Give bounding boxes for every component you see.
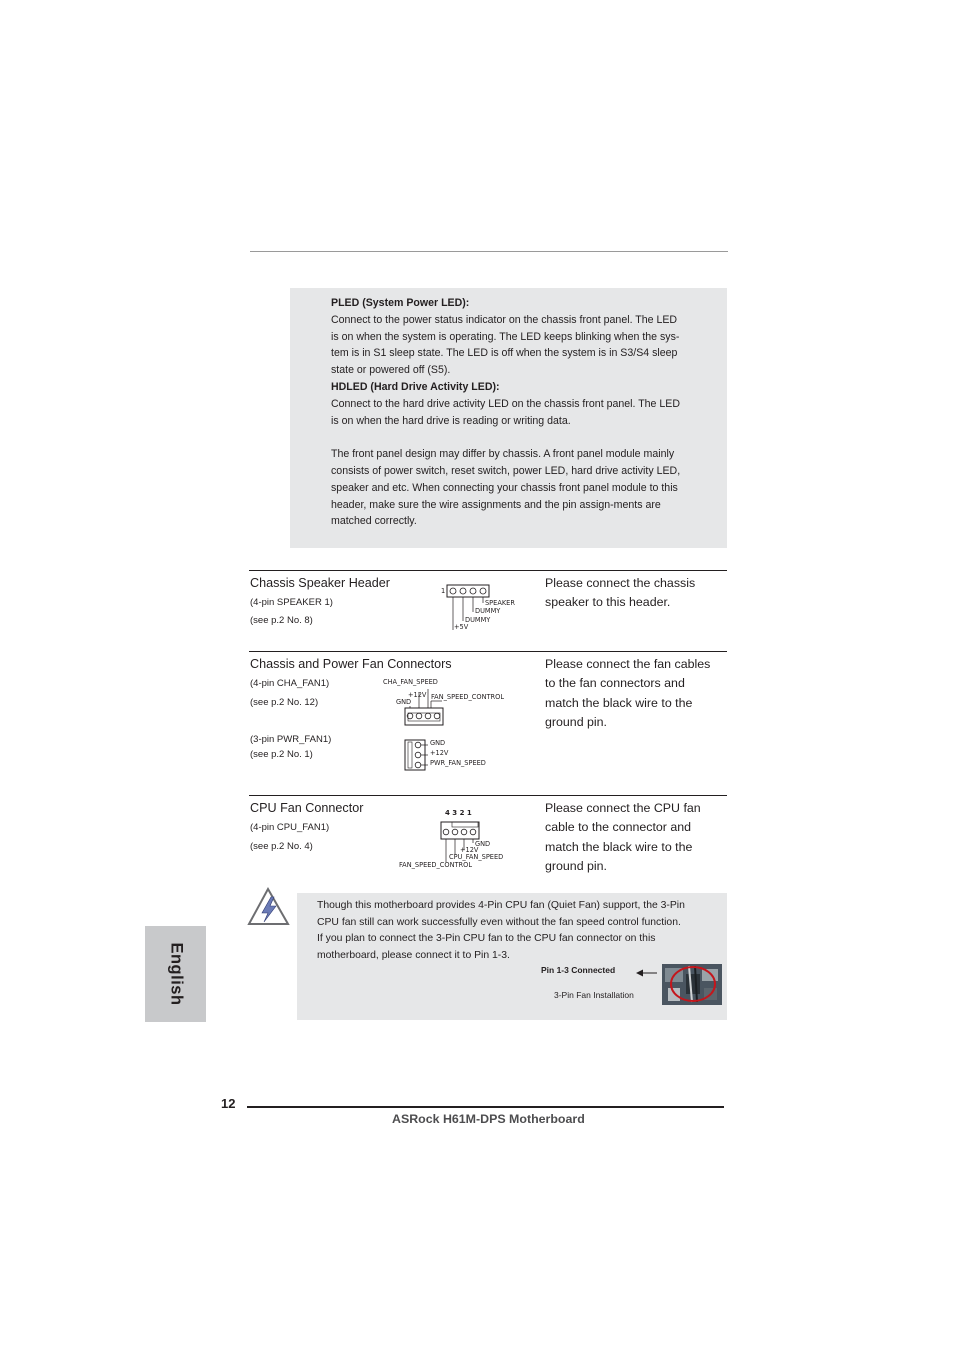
- speaker-description: [545, 574, 725, 613]
- cpu-pin-numbers: 4 3 2 1: [445, 809, 472, 817]
- front-panel-line: matched correctly.: [331, 515, 417, 528]
- speaker-pins: (4-pin SPEAKER 1): [250, 597, 333, 608]
- fan-title: Chassis and Power Fan Connectors: [250, 657, 452, 671]
- pled-line: state or powered off (S5).: [331, 364, 451, 377]
- cpu-fan-control-label: FAN_SPEED_CONTROL: [399, 861, 472, 869]
- pled-heading: PLED (System Power LED):: [331, 297, 470, 309]
- cpu-desc-line: match the black wire to the: [545, 839, 693, 854]
- pwr-fan-pins: (3-pin PWR_FAN1): [250, 734, 332, 745]
- fan-section-divider: [249, 651, 727, 652]
- left-arrow-icon: [636, 965, 658, 975]
- cpu-desc-line: ground pin.: [545, 858, 608, 873]
- top-divider: [250, 251, 728, 252]
- cha-fan-pins: (4-pin CHA_FAN1): [250, 678, 330, 689]
- hdled-line: is on when the hard drive is reading or writing data.: [331, 414, 571, 427]
- warning-icon: [247, 886, 291, 928]
- cpu-title: CPU Fan Connector: [250, 801, 364, 815]
- plus5v-pin-label: +5V: [454, 623, 469, 631]
- fan-desc-line: Please connect the fan cables: [545, 657, 711, 671]
- cpu-fan-ref: (see p.2 No. 4): [250, 841, 313, 852]
- cpu-gnd-label: GND: [475, 840, 491, 848]
- front-panel-line: The front panel design may differ by chassis. A front panel module mainly: [331, 448, 675, 461]
- note-line: Though this motherboard provides 4-Pin CPU fan (Quiet Fan) support, the 3-Pin: [317, 900, 685, 911]
- pled-line: tem is in S1 sleep state. The LED is off when the system is in S3/S4 sleep: [331, 347, 678, 360]
- front-panel-info-box: [290, 288, 727, 548]
- fan-installation-label: 3-Pin Fan Installation: [554, 990, 634, 1000]
- speaker-pin-label: SPEAKER: [485, 599, 515, 607]
- fan-desc-line: ground pin.: [545, 714, 608, 729]
- hdled-line: Connect to the hard drive activity LED on the chassis front panel. The LED: [331, 397, 680, 410]
- hdled-heading: HDLED (Hard Drive Activity LED):: [331, 380, 500, 393]
- note-line: CPU fan still can work successfully even without the fan speed control function.: [317, 916, 681, 928]
- cpu-desc-line: cable to the connector and: [545, 820, 692, 835]
- cpu-section-divider: [249, 795, 727, 796]
- cha-gnd-label: GND: [396, 698, 412, 706]
- warning-triangle-icon: [247, 886, 291, 928]
- fan-desc-line: to the fan connectors and: [545, 676, 685, 691]
- front-panel-line: consists of power switch, reset switch, power LED, hard drive activity LED,: [331, 464, 681, 477]
- pwr-fan-ref: (see p.2 No. 1): [250, 749, 313, 760]
- front-panel-line: speaker and etc. When connecting your chassis front panel module to this: [331, 481, 678, 494]
- cpu-12v-label: +12V: [460, 846, 479, 854]
- arrow-drawing: [636, 968, 658, 978]
- page-number: 12: [221, 1096, 236, 1111]
- cha-fan-diagram: [380, 677, 520, 729]
- cha-12v-label: +12V: [408, 691, 427, 699]
- pled-line: is on when the system is operating. The LED keeps blinking when the sys-: [331, 330, 680, 343]
- cpu-fan-note-text: [317, 898, 721, 964]
- fan-desc-line: match the black wire to the: [545, 695, 693, 710]
- cpu-fan-speed-label: CPU_FAN_SPEED: [449, 853, 504, 861]
- pin-connected-label: Pin 1-3 Connected: [541, 965, 616, 975]
- cpu-desc-line: Please connect the CPU fan: [545, 801, 701, 815]
- cha-fan-speed-label: CHA_FAN_SPEED: [383, 678, 438, 686]
- pin1-label: 1: [441, 587, 446, 595]
- speaker-desc-line: speaker to this header.: [545, 595, 671, 610]
- speaker-ref: (see p.2 No. 8): [250, 615, 313, 626]
- cha-fan-control-label: FAN_SPEED_CONTROL: [431, 693, 504, 701]
- pwr-fan-diagram: [402, 738, 512, 772]
- cpu-description: [545, 799, 725, 876]
- cha-fan-ref: (see p.2 No. 12): [250, 697, 319, 708]
- footer-divider: [247, 1106, 724, 1108]
- footer-title: ASRock H61M-DPS Motherboard: [392, 1112, 585, 1126]
- dummy-pin-label: DUMMY: [475, 607, 501, 615]
- front-panel-line: header, make sure the wire assignments and the pin assign-ments are: [331, 498, 661, 511]
- fan-photo-drawing: [662, 964, 722, 1005]
- cpu-fan-diagram: [396, 807, 516, 871]
- speaker-title: Chassis Speaker Header: [250, 576, 391, 590]
- speaker-desc-line: Please connect the chassis: [545, 576, 696, 590]
- language-side-tab: [145, 926, 206, 1022]
- note-line: If you plan to connect the 3-Pin CPU fan to the CPU fan connector on this: [317, 933, 656, 945]
- speaker-section-divider: [249, 570, 727, 571]
- dummy-pin-label: DUMMY: [465, 616, 491, 624]
- pwr-gnd-label: GND: [430, 739, 446, 747]
- fan-description: [545, 655, 725, 732]
- cpu-fan-pins: (4-pin CPU_FAN1): [250, 822, 330, 833]
- speaker-header-diagram: [438, 582, 538, 634]
- fan-installation-photo: [662, 964, 722, 1005]
- pwr-12v-label: +12V: [430, 749, 449, 757]
- pwr-fan-speed-label: PWR_FAN_SPEED: [430, 759, 486, 767]
- language-tab-label: English: [167, 942, 185, 1006]
- note-line: motherboard, please connect it to Pin 1-3.: [317, 949, 510, 961]
- pled-line: Connect to the power status indicator on the chassis front panel. The LED: [331, 313, 678, 326]
